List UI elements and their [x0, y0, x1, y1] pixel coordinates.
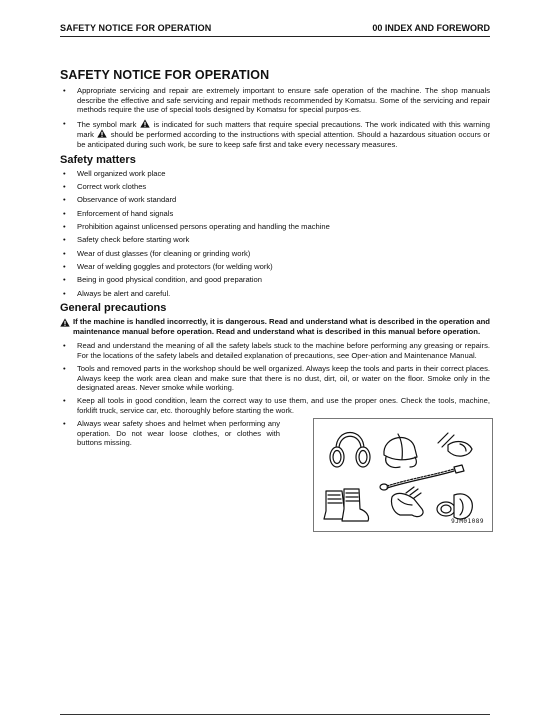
- general-precautions-heading: General precautions: [60, 302, 167, 314]
- list-item: • Read and understand the meaning of all the safety labels stuck to the machine before performing any greasing or repairs. For the locations of the safety labels and detailed explanation of precautions, see Oper-ation and Maintenance Manual.: [60, 341, 490, 360]
- header-section-title: SAFETY NOTICE FOR OPERATION: [60, 23, 212, 33]
- list-item: • Observance of work standard: [60, 195, 490, 205]
- safety-equipment-figure: [313, 418, 493, 532]
- list-item: • Tools and removed parts in the workshop should be well organized. Always keep the tools and parts in their correct places. Always keep the work area clean and make sure that there is no dust, dirt, oil, or water on the floor. Smoke only in the designated areas. Never smoke while working.: [60, 364, 490, 393]
- list-item: • Correct work clothes: [60, 182, 490, 192]
- warning-triangle-icon: [97, 129, 107, 138]
- safety-gear-row: [60, 419, 490, 539]
- intro-paragraph-2: [60, 119, 490, 150]
- page-header: [60, 0, 490, 37]
- list-item: • Safety check before starting work: [60, 235, 490, 245]
- safety-gear-list: [60, 419, 280, 448]
- safety-matters-heading: Safety matters: [60, 153, 136, 166]
- warning-text: If the machine is handled incorrectly, it is dangerous. Read and understand what is described in the operation and maintenance manual before operation. Read and understand what is described in this manual before operation.: [73, 317, 490, 337]
- safety-boots-icon: [324, 489, 369, 521]
- intro-paragraph-1: • Appropriate servicing and repair are extremely important to ensure safe operation of the machine. The shop manuals describe the effective and safe servicing and repair methods recommended by Komatsu. Some of the servicing and repair methods require the use of special tools designed by Komatsu for special purpos-es.: [60, 86, 490, 115]
- header-chapter-title: 00 INDEX AND FOREWORD: [372, 23, 490, 33]
- list-item: • Being in good physical condition, and good preparation: [60, 275, 490, 285]
- ear-muffs-icon: [330, 433, 370, 468]
- safety-equipment-illustration: [314, 419, 492, 531]
- footer-divider: [60, 714, 490, 715]
- intro-text-c: should be performed according to the instructions with special attention. Should a hazardous situation occurs or be anticipated during such work, be sure to keep safe first and take every necessary measures.: [77, 130, 490, 149]
- list-item: • Enforcement of hand signals: [60, 209, 490, 219]
- page-title: SAFETY NOTICE FOR OPERATION: [60, 68, 270, 82]
- goggles-icon: [438, 433, 472, 456]
- intro-list: [60, 86, 490, 150]
- respirator-mask-icon: [437, 494, 472, 519]
- intro-text-a: The symbol mark: [77, 119, 137, 129]
- warning-triangle-icon: [140, 119, 150, 128]
- page-content: [60, 68, 490, 539]
- intro-text-b: is indicated for such matters that require special precautions. The work indicated with this warning mark: [77, 119, 490, 140]
- warning-notice: [60, 317, 490, 337]
- warning-triangle-icon: [60, 318, 70, 327]
- general-precautions-list: [60, 341, 490, 415]
- list-item: • Always wear safety shoes and helmet when performing any operation. Do not wear loose clothes, or clothes with buttons missing.: [60, 419, 280, 448]
- figure-code: 9JM01089: [451, 518, 484, 526]
- list-item: • Well organized work place: [60, 169, 490, 179]
- list-item: • Prohibition against unlicensed persons operating and handling the machine: [60, 222, 490, 232]
- helmet-icon: [384, 434, 417, 468]
- list-item: • Keep all tools in good condition, learn the correct way to use them, and use the proper ones. Check the tools, machine, forklift truck, service car, etc. thoroughly before starting the work.: [60, 396, 490, 415]
- work-gloves-icon: [391, 487, 423, 517]
- safety-lanyard-icon: [380, 465, 464, 490]
- list-item: • Wear of dust glasses (for cleaning or grinding work): [60, 249, 490, 259]
- list-item: • Wear of welding goggles and protectors (for welding work): [60, 262, 490, 272]
- list-item: • Always be alert and careful.: [60, 289, 490, 299]
- safety-matters-list: [60, 169, 490, 299]
